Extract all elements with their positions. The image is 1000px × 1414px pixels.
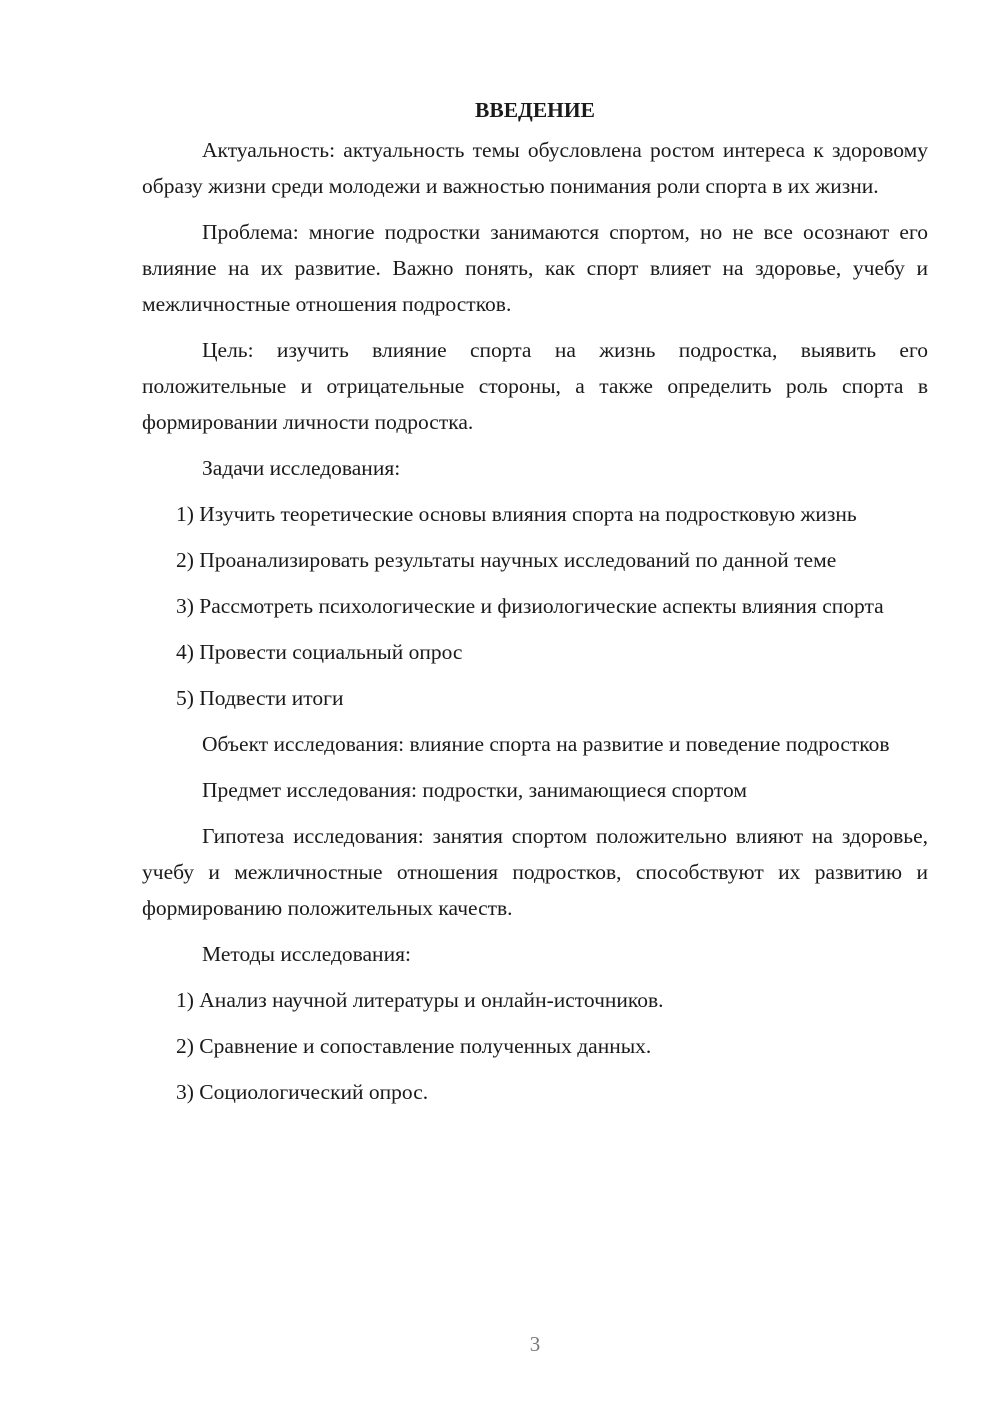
tasks-heading: Задачи исследования: (202, 456, 401, 480)
relevance-paragraph: Актуальность: актуальность темы обусловлена ростом интереса к здоровому образу жизни среди молодежи и важностью понимания роли спорта в их жизни. (142, 138, 928, 198)
methods-heading: Методы исследования: (202, 942, 411, 966)
page-number: 3 (529, 1332, 541, 1356)
task-item: 2) Проанализировать результаты научных исследований по данной теме (176, 548, 837, 572)
task-item: 4) Провести социальный опрос (176, 640, 463, 664)
method-item: 1) Анализ научной литературы и онлайн-источников. (176, 988, 664, 1012)
hypothesis-paragraph: Гипотеза исследования: занятия спортом положительно влияют на здоровье, учебу и межличностные отношения подростков, способствуют их развитию и формированию положительных качеств. (142, 824, 928, 920)
subject-paragraph: Предмет исследования: подростки, занимающиеся спортом (202, 778, 747, 802)
task-item: 1) Изучить теоретические основы влияния спорта на подростковую жизнь (176, 502, 857, 526)
document-page (142, 92, 928, 1120)
method-item: 3) Социологический опрос. (176, 1080, 429, 1104)
task-item: 3) Рассмотреть психологические и физиологические аспекты влияния спорта (176, 594, 884, 618)
goal-paragraph: Цель: изучить влияние спорта на жизнь подростка, выявить его положительные и отрицательные стороны, а также определить роль спорта в формировании личности подростка. (142, 338, 928, 434)
page-title: ВВЕДЕНИЕ (475, 98, 595, 122)
task-item: 5) Подвести итоги (176, 686, 344, 710)
object-paragraph: Объект исследования: влияние спорта на развитие и поведение подростков (202, 732, 890, 756)
method-item: 2) Сравнение и сопоставление полученных данных. (176, 1034, 652, 1058)
problem-paragraph: Проблема: многие подростки занимаются спортом, но не все осознают его влияние на их развитие. Важно понять, как спорт влияет на здоровье, учебу и межличностные отношения подростков. (142, 220, 928, 316)
